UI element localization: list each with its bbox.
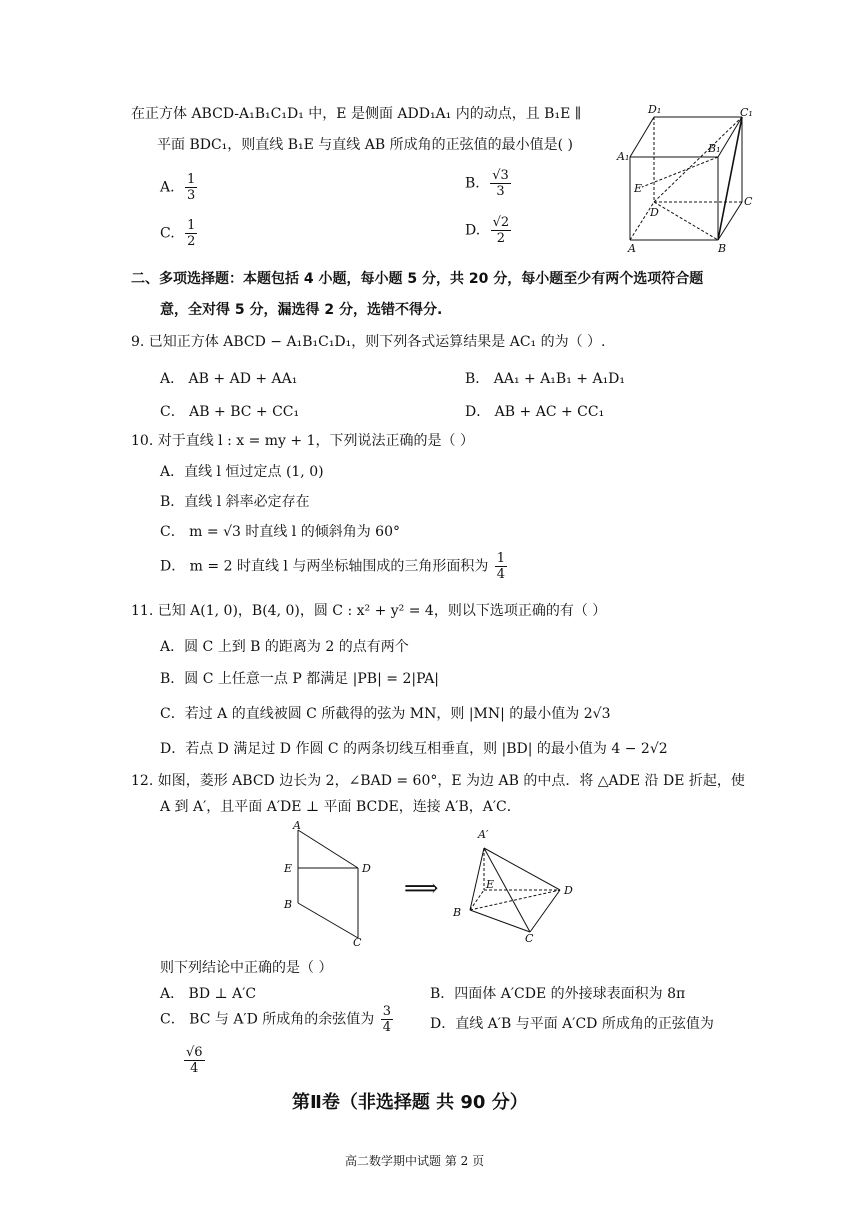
section2-heading-line2: 意，全对得 5 分，漏选得 2 分，选错不得分. <box>160 302 443 318</box>
q9-option-a: A． AB + AD + AA₁ <box>160 371 298 387</box>
fig1-label-b: B <box>284 898 293 911</box>
q11-stem: 11. 已知 A(1, 0)，B(4, 0)，圆 C : x² + y² = 4，则以下选项正确的有（ ） <box>131 603 607 619</box>
fig2-label-c: C <box>525 932 534 944</box>
q11-option-d: D．若点 D 满足过 D 作圆 C 的两条切线互相垂直，则 |BD| 的最小值为 4 − 2√2 <box>160 741 668 757</box>
fold-arrow-icon: ⟹ <box>404 874 439 902</box>
q12-stem-line2: A 到 A′，且平面 A′DE ⊥ 平面 BCDE，连接 A′B，A′C． <box>160 799 521 815</box>
q9-option-d: D． AB + AC + CC₁ <box>465 404 605 420</box>
q10-stem: 10. 对于直线 l : x = my + 1，下列说法正确的是（ ） <box>131 433 474 449</box>
fig1-label-a: A <box>293 819 301 832</box>
q12-stem-line1: 12. 如图，菱形 ABCD 边长为 2，∠BAD = 60°，E 为边 AB 的中点．将 △ADE 沿 DE 折起，使 <box>131 773 745 789</box>
label-b: B <box>718 242 727 252</box>
fig2-label-d: D <box>564 884 573 897</box>
label-a1: A₁ <box>617 150 630 163</box>
label-c: C <box>744 195 753 208</box>
q10-option-b: B．直线 l 斜率必定存在 <box>160 494 310 510</box>
page-footer: 高二数学期中试题 第 2 页 <box>345 1154 485 1168</box>
q12-option-d-value: $\frac{√6}{4}$ <box>186 1045 203 1076</box>
label-a: A <box>628 242 636 252</box>
fig1-label-e: E <box>284 862 293 875</box>
q8-option-c: C. $\frac{1}{2}$ <box>160 218 196 249</box>
q9-option-c: C． AB + BC + CC₁ <box>160 404 300 420</box>
label-e: E <box>634 182 643 195</box>
label-c1: C₁ <box>740 106 753 119</box>
q10-option-a: A．直线 l 恒过定点 (1, 0) <box>160 464 324 480</box>
q12-option-b: B．四面体 A′CDE 的外接球表面积为 8π <box>430 986 686 1002</box>
q8-stem-line2: 平面 BDC₁，则直线 B₁E 与直线 AB 所成角的正弦值的最小值是( ) <box>157 137 573 153</box>
q9-stem: 9. 已知正方体 ABCD − A₁B₁C₁D₁，则下列各式运算结果是 AC₁ 的为（ ）. <box>131 334 606 350</box>
q8-option-a: A. $\frac{1}{3}$ <box>160 172 196 203</box>
q8-option-d: D. $\frac{√2}{2}$ <box>465 215 510 246</box>
q12-rhombus-figure <box>280 818 380 948</box>
fig1-label-c: C <box>353 936 362 948</box>
q11-option-b: B．圆 C 上任意一点 P 都满足 |PB| = 2|PA| <box>160 671 440 687</box>
q8-cube-figure <box>612 102 762 252</box>
q8-option-b: B. $\frac{√3}{3}$ <box>465 168 509 199</box>
section2-heading-line1: 二、多项选择题：本题包括 4 小题，每小题 5 分，共 20 分，每小题至少有两个选项符合题 <box>131 271 704 287</box>
q10-option-d: D． m = 2 时直线 l 与两坐标轴围成的三角形面积为 $\frac{1}{4}$ <box>160 551 506 582</box>
q9-option-b: B． AA₁ + A₁B₁ + A₁D₁ <box>465 371 626 387</box>
label-b1: B₁ <box>708 142 721 155</box>
fig2-label-b: B <box>453 906 462 919</box>
q11-option-c: C．若过 A 的直线被圆 C 所截得的弦为 MN，则 |MN| 的最小值为 2√3 <box>160 706 611 722</box>
label-d1: D₁ <box>648 103 662 116</box>
fig2-label-a-prime: A′ <box>478 828 489 841</box>
q12-option-c: C． BC 与 A′D 所成角的余弦值为 $\frac{3}{4}$ <box>160 1004 392 1035</box>
q10-option-c: C． m = √3 时直线 l 的倾斜角为 60° <box>160 524 400 540</box>
q12-prompt: 则下列结论中正确的是（ ） <box>160 960 333 976</box>
fig1-label-d: D <box>362 862 371 875</box>
q12-folded-figure <box>450 824 580 944</box>
q11-option-a: A．圆 C 上到 B 的距离为 2 的点有两个 <box>160 639 409 655</box>
part2-title: 第Ⅱ卷（非选择题 共 90 分） <box>292 1092 528 1113</box>
label-d: D <box>650 206 659 219</box>
q8-stem-line1: 在正方体 ABCD-A₁B₁C₁D₁ 中，E 是侧面 ADD₁A₁ 内的动点，且 B₁E ∥ <box>131 106 582 122</box>
q12-option-a: A． BD ⊥ A′C <box>160 986 257 1002</box>
q12-option-d: D．直线 A′B 与平面 A′CD 所成角的正弦值为 <box>430 1016 714 1032</box>
fig2-label-e: E <box>486 878 495 891</box>
